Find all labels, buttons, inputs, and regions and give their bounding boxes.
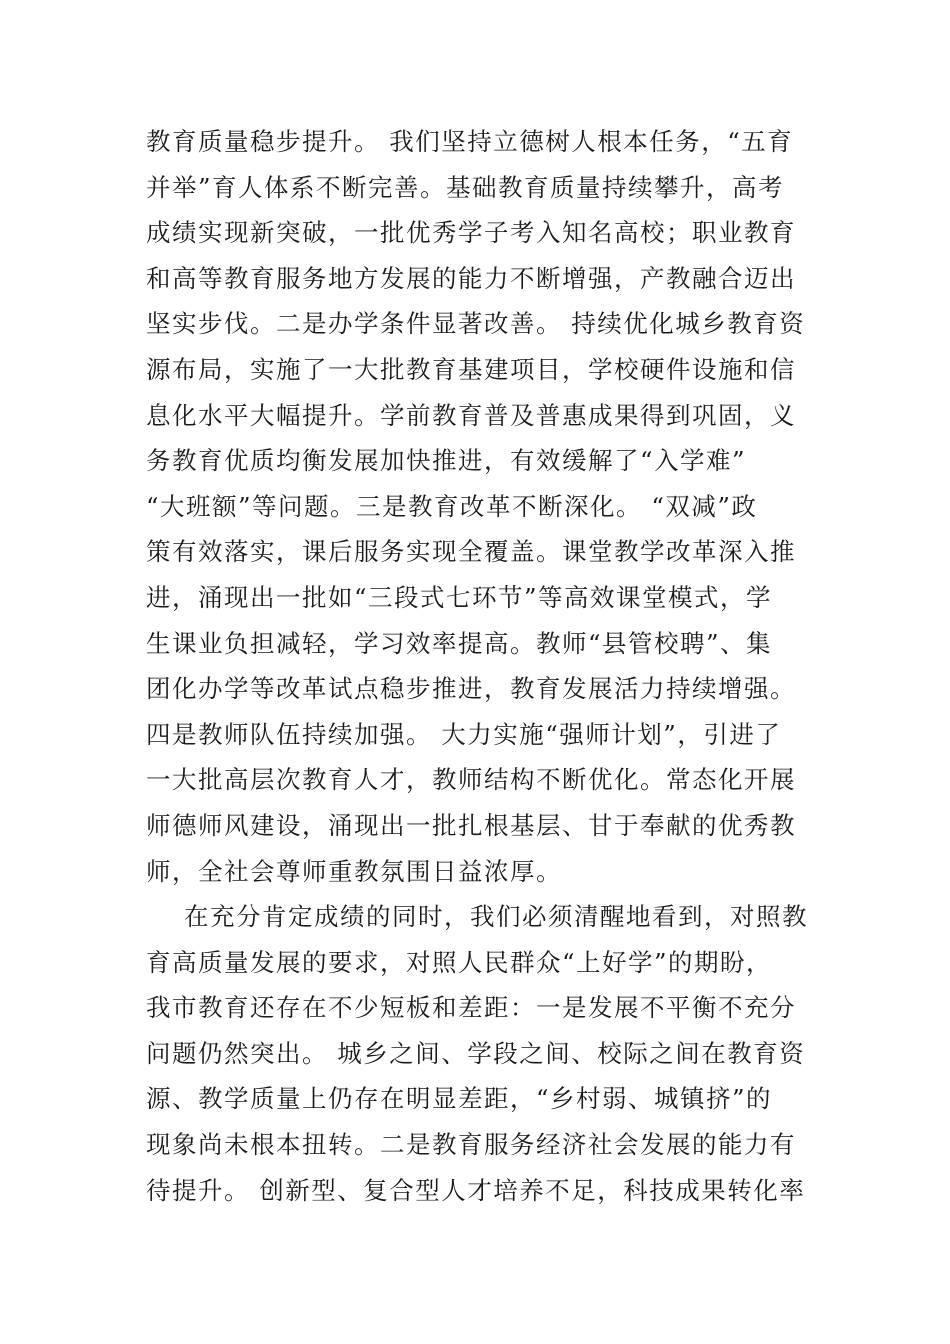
text-line: 团化办学等改革试点稳步推进，教育发展活力持续增强。 <box>146 674 796 704</box>
text-line: 生课业负担减轻，学习效率提高。教师“县管校聘”、集 <box>146 628 773 658</box>
text-line: 师，全社会尊师重教氛围日益浓厚。 <box>146 856 562 886</box>
text-line: 成绩实现新突破，一批优秀学子考入知名高校；职业教育 <box>146 218 796 248</box>
text-line: 并举”育人体系不断完善。基础教育质量持续攀升，高考 <box>146 172 785 202</box>
text-line: 源、教学质量上仍存在明显差距，“乡村弱、城镇挤”的 <box>146 1084 773 1114</box>
text-line: 务教育优质均衡发展加快推进，有效缓解了“入学难” <box>146 446 747 476</box>
text-line: 师德师风建设，涌现出一批扎根基层、甘于奉献的优秀教 <box>146 810 796 840</box>
text-line: 四是教师队伍持续加强。 大力实施“强师计划”，引进了 <box>146 719 782 749</box>
text-line: 息化水平大幅提升。学前教育普及普惠成果得到巩固，义 <box>146 400 796 430</box>
text-line: 教育质量稳步提升。 我们坚持立德树人根本任务，“五育 <box>146 127 794 156</box>
text-line: “大班额”等问题。三是教育改革不断深化。 “双减”政 <box>146 491 758 521</box>
text-line: 坚实步伐。二是办学条件显著改善。 持续优化城乡教育资 <box>146 309 806 339</box>
text-line: 和高等教育服务地方发展的能力不断增强，产教融合迈出 <box>146 263 796 293</box>
text-line: 问题仍然突出。 城乡之间、学段之间、校际之间在教育资 <box>146 1038 806 1068</box>
paragraph-first-line: 在充分肯定成绩的同时，我们必须清醒地看到，对照教 <box>184 902 808 932</box>
text-line: 进，涌现出一批如“三段式七环节”等高效课堂模式，学 <box>146 582 773 612</box>
text-line: 策有效落实，课后服务实现全覆盖。课堂教学改革深入推 <box>146 537 796 567</box>
body-text <box>146 119 806 1213</box>
text-line: 我市教育还存在不少短板和差距：一是发展不平衡不充分 <box>146 993 796 1023</box>
text-line: 一大批高层次教育人才，教师结构不断优化。常态化开展 <box>146 765 796 795</box>
text-line: 育高质量发展的要求，对照人民群众“上好学”的期盼， <box>146 947 773 977</box>
text-line: 待提升。 创新型、复合型人才培养不足，科技成果转化率 <box>146 1175 806 1205</box>
text-line: 现象尚未根本扭转。二是教育服务经济社会发展的能力有 <box>146 1130 796 1160</box>
text-line: 源布局，实施了一大批教育基建项目，学校硬件设施和信 <box>146 354 796 384</box>
